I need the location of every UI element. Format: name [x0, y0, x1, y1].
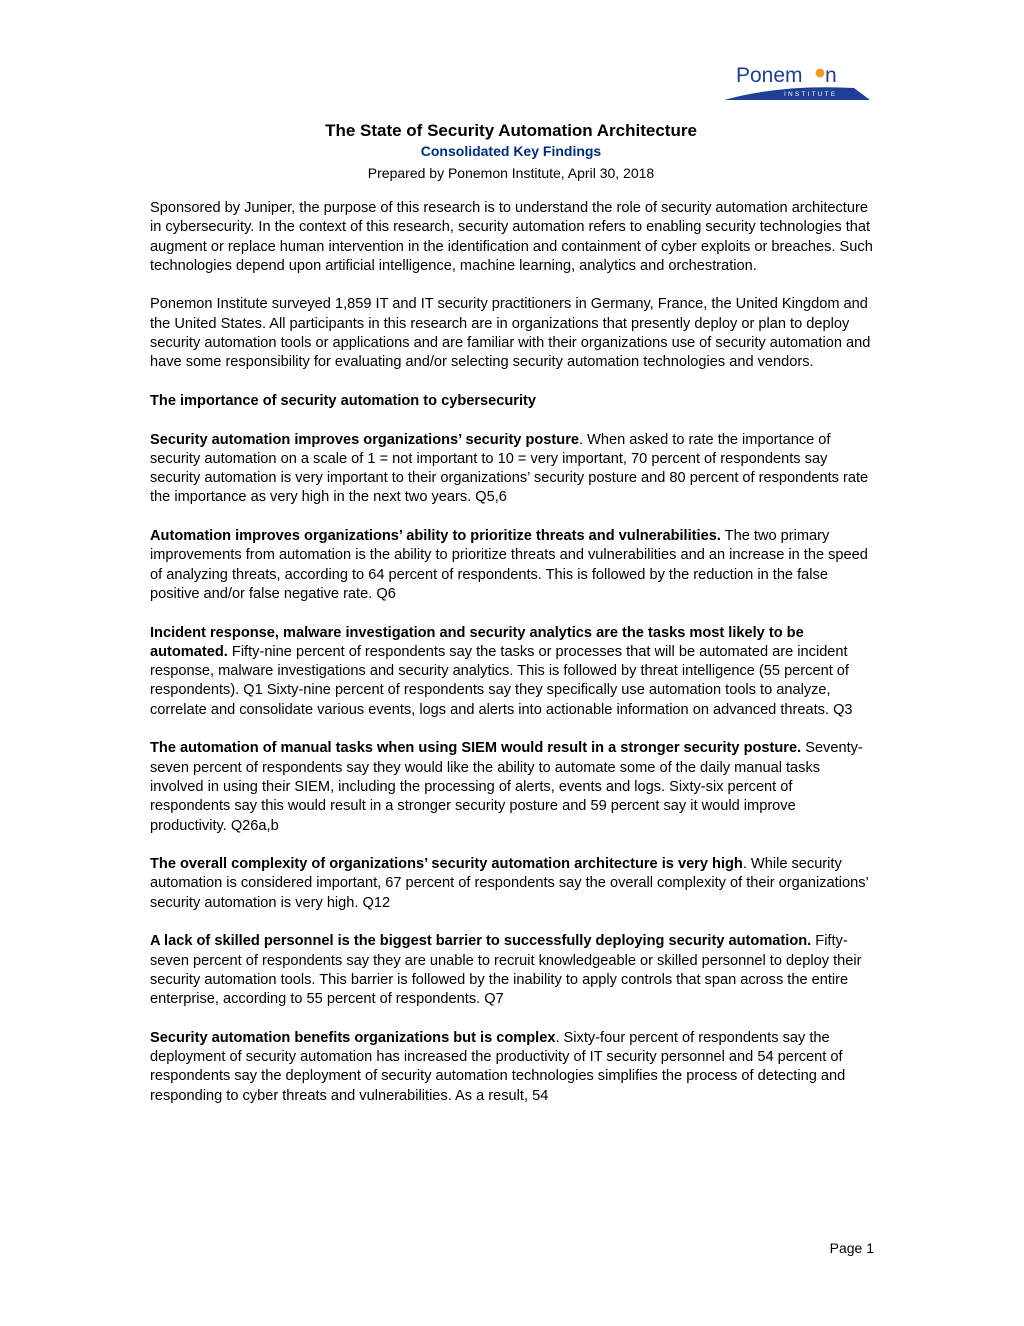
- logo-word-left: Ponem: [736, 64, 803, 87]
- finding-paragraph: [150, 855, 874, 913]
- document-subtitle: Consolidated Key Findings: [420, 143, 602, 159]
- finding-text: Fifty-nine percent of respondents say the tasks or processes that will be automated are incident response, malware investigations and security analytics. This is followed by threat intelligence (55 percent of respondents). Q1 Sixty-nine percent of respondents say they specifically use automation tools to analyze, correlate and consolidate various events, logs and alerts into actionable information on advanced threats. Q3: [150, 643, 853, 718]
- logo-word-right: n: [825, 64, 837, 87]
- finding-paragraph: [150, 527, 874, 604]
- page-number: Page 1: [829, 1240, 874, 1256]
- document-title: The State of Security Automation Architecture: [325, 121, 697, 140]
- finding-paragraph: [150, 624, 874, 720]
- intro-paragraph: Sponsored by Juniper, the purpose of this research is to understand the role of security automation architecture in cybersecurity. In the context of this research, security automation refers to enabling security technologies that augment or replace human intervention in the identification and containment of cyber exploits or breaches. Such technologies depend upon artificial intelligence, machine learning, analytics and orchestration.: [150, 200, 873, 274]
- finding-heading: The overall complexity of organizations’ security automation architecture is very high: [150, 856, 743, 873]
- logo-orange-dot: [816, 69, 825, 78]
- finding-heading: Automation improves organizations’ ability to prioritize threats and vulnerabilities.: [150, 528, 721, 545]
- finding-heading: A lack of skilled personnel is the biggest barrier to successfully deploying security automation.: [150, 933, 812, 950]
- finding-heading: Incident response, malware investigation and security analytics are the tasks most likely to be automated.: [150, 624, 804, 660]
- document-body: [150, 199, 874, 1125]
- finding-text: . While security automation is considered important, 67 percent of respondents say the overall complexity of their organizations’ security automation is very high. Q12: [150, 856, 869, 911]
- finding-heading: The automation of manual tasks when using SIEM would result in a stronger security posture.: [150, 740, 802, 757]
- section-heading: The importance of security automation to cybersecurity: [150, 392, 537, 409]
- finding-heading: Security automation benefits organizations but is complex: [150, 1029, 556, 1046]
- document-header: [150, 120, 872, 183]
- finding-text: . When asked to rate the importance of security automation on a scale of 1 = not important to 10 = very important, 70 percent of respondents say security automation is very important to their organizations’ security posture and 80 percent of respondents rate the importance as very high in the next two years. Q5,6: [150, 431, 869, 506]
- finding-text: Seventy-seven percent of respondents say they would like the ability to automate some of the daily manual tasks involved in using their SIEM, including the processing of alerts, events and logs. Sixty-six percent of respondents say this would result in a stronger security posture and 59 percent say it would improve productivity. Q26a,b: [150, 740, 863, 834]
- prepared-by-line: Prepared by Ponemon Institute, April 30, 2018: [367, 165, 655, 181]
- finding-paragraph: [150, 1029, 874, 1106]
- finding-paragraph: [150, 431, 874, 508]
- finding-paragraph: [150, 932, 874, 1009]
- finding-text: The two primary improvements from automation is the ability to prioritize threats and vulnerabilities and an increase in the speed of analyzing threats, according to 64 percent of respondents. This is followed by the reduction in the false positive and/or false negative rate. Q6: [150, 528, 868, 602]
- ponemon-logo-graphic: [722, 60, 872, 102]
- ponemon-institute-logo: [722, 60, 872, 102]
- finding-heading: Security automation improves organizations’ security posture: [150, 431, 579, 448]
- intro-paragraph: Ponemon Institute surveyed 1,859 IT and IT security practitioners in Germany, France, the United Kingdom and the United States. All participants in this research are in organizations that presently deploy or plan to deploy security automation tools or applications and are familiar with their organizations use of security automation and have some responsibility for evaluating and/or selecting security automation technologies and vendors.: [150, 296, 871, 371]
- finding-paragraph: [150, 739, 874, 835]
- finding-text: . Sixty-four percent of respondents say the deployment of security automation has increased the productivity of IT security personnel and 54 percent of respondents say the deployment of security automation technologies simplifies the process of detecting and responding to cyber threats and vulnerabilities. As a result, 54: [150, 1029, 846, 1104]
- logo-institute-text: INSTITUTE: [784, 91, 838, 98]
- finding-text: Fifty-seven percent of respondents say they are unable to recruit knowledgeable or skilled personnel to deploy their security automation tools. This barrier is followed by the inability to apply controls that span across the entire enterprise, according to 55 percent of respondents. Q7: [150, 933, 862, 1008]
